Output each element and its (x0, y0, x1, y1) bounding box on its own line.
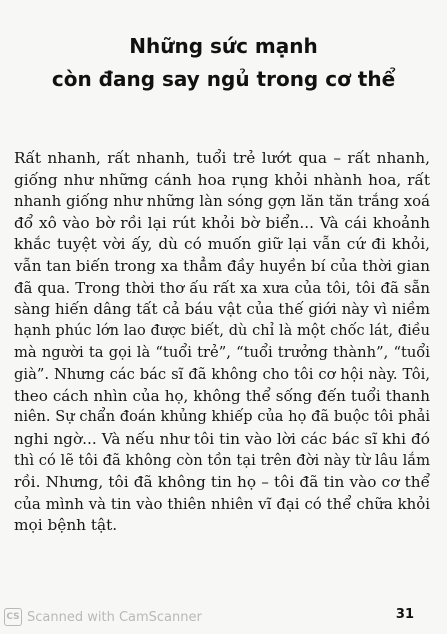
text-line: niên. Sự chẩn đoán khủng khiếp của họ đã buộc tôi phải (14, 409, 430, 426)
body-paragraph (14, 148, 430, 537)
watermark-text: Scanned with CamScanner (27, 609, 202, 625)
text-line: theo cách nhìn của họ, không thể sống đến tuổi thanh (14, 386, 430, 405)
text-line: của mình và tin vào thiên nhiên vĩ đại có thể chữa khỏi (14, 494, 430, 513)
page-number: 31 (395, 607, 414, 622)
text-line: Rất nhanh, rất nhanh, tuổi trẻ lướt qua – rất nhanh, (14, 149, 430, 167)
text-line: mà người ta gọi là “tuổi trẻ”, “tuổi trưởng thành”, “tuổi (14, 344, 430, 362)
text-line: nhanh giống như những làn sóng gợn lăn tăn trắng xoá (14, 192, 430, 211)
text-line: khắc tuyệt vời ấy, dù có muốn giữ lại vẫn cứ đi khỏi, (14, 235, 430, 254)
chapter-title (0, 30, 447, 96)
text-line: sàng hiến dâng tất cả báu vật của thế giới này vì niềm (14, 300, 430, 319)
text-line: vẫn tan biến trong xa thẳm đầy huyền bí của thời gian (14, 256, 430, 275)
camscanner-watermark (4, 608, 202, 626)
chapter-title-line-2: còn đang say ngủ trong cơ thể (51, 67, 396, 91)
text-line: thì có lẽ tôi đã không còn tồn tại trên đời này từ lâu lắm (14, 452, 430, 470)
text-line: nghi ngờ... Và nếu như tôi tin vào lời các bác sĩ khi đó (14, 429, 430, 448)
text-line: mọi bệnh tật. (14, 516, 118, 535)
text-line: già”. Nhưng các bác sĩ đã không cho tôi cơ hội này. Tôi, (14, 365, 430, 383)
text-line: rồi. Nhưng, tôi đã không tin họ – tôi đã tin vào cơ thể (14, 472, 430, 491)
chapter-title-line-1: Những sức mạnh (129, 34, 318, 58)
text-line: giống như những cánh hoa rụng khỏi nhành hoa, rất (14, 170, 430, 189)
text-line: đã qua. Trong thời thơ ấu rất xa xưa của tôi, tôi đã sẵn (14, 278, 430, 297)
camscanner-logo-icon: CS (4, 608, 22, 626)
text-line: hạnh phúc lớn lao được biết, dù chỉ là một chốc lát, điều (14, 322, 430, 339)
text-line: đổ xô vào bờ rồi lại rút khỏi bờ biển... Và cái khoảnh (14, 213, 430, 232)
